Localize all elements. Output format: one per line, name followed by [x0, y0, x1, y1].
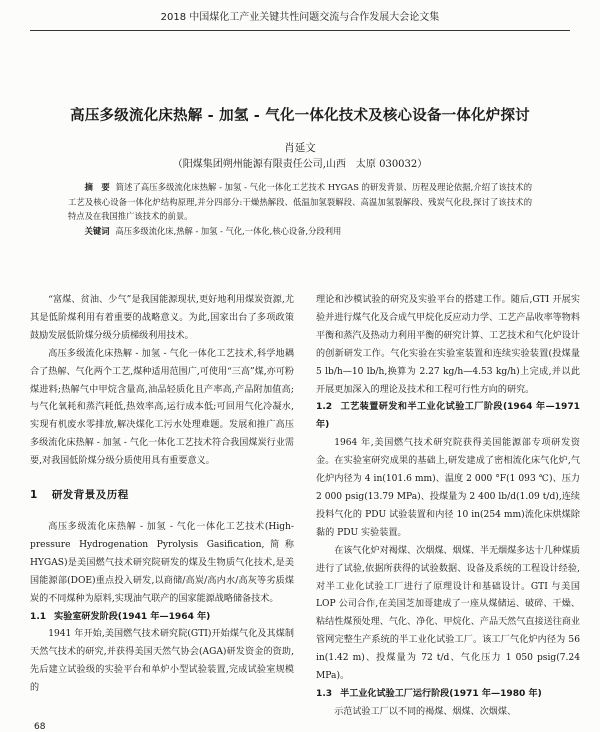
- page-number: 68: [34, 722, 46, 732]
- abstract-block: [68, 180, 532, 238]
- paper-title: 高压多级流化床热解 - 加氢 - 气化一体化技术及核心设备一体化炉探讨: [70, 108, 530, 124]
- running-header: 2018 中国煤化工产业关键共性问题交流与合作发展大会论文集: [30, 6, 570, 31]
- subsection-1-1-number: 1.1: [30, 611, 47, 622]
- author-affiliation: （阳煤集团朔州能源有限责任公司,山西 太原 030032）: [172, 159, 428, 170]
- abstract-paragraph: [68, 180, 532, 224]
- subsection-1-2-heading: [316, 399, 580, 435]
- subsection-1-3-number: 1.3: [316, 688, 333, 699]
- subsection-1-3-heading: [316, 686, 580, 704]
- subsection-1-1-heading: [30, 609, 294, 627]
- left-column: [30, 292, 294, 698]
- right-column: [316, 292, 580, 722]
- subsection-1-2-paragraph-2: 在该气化炉对褐煤、次烟煤、烟煤、半无烟煤多达十几种煤质进行了试验,依据所获得的试验数据、设备及系统的工程设计经验,对半工业化试验工厂进行了原理设计和基础设计。GTI 与美国 LOP 公司合作,在美国芝加哥建成了一座从煤储运、破碎、干燥、粘结性煤预处理、气化、净化、甲烷化、产品天然气直接送往商业管网完整生产系统的半工业化试验工厂。该工厂气化炉内径为 56 in(1.42 m)、投煤量为 72 t/d、气化压力 1 050 psig(7.24 MPa)。: [316, 545, 580, 682]
- subsection-1-2-paragraph-1: 1964 年,美国燃气技术研究院获得美国能源部专项研发资金。在实验室研究成果的基础上,研发建成了密相流化床气化炉,气化炉内径为 4 in(101.6 mm)、温度 2 000 °F(1 093 ℃)、压力 2 000 psig(13.79 MPa)、投煤量为 2 400 lb/d(1.09 t/d),连续投料气化的 PDU 试验装置和内径 10 in(254 mm)流化床烘煤除黏的 PDU 实验装置。: [316, 438, 580, 538]
- intro-paragraph-2: 高压多级流化床热解 - 加氢 - 气化一体化工艺技术,科学地耦合了热解、气化两个工艺,煤种适用范围广,可使用“三高”煤,亦可粉煤进料;热解气中甲烷含量高,油品轻质化且产率高,产品附加值高;与气化氧耗和蒸汽耗低,热效率高,运行成本低;可回用气化冷凝水,实现有机废水零排放,解决煤化工污水处理难题。发展和推广高压多级流化床热解 - 加氢 - 气化一体化工艺技术符合我国煤炭行业需要,对我国低阶煤分级分质使用具有重要意义。: [30, 348, 294, 467]
- section-1-number: 1: [30, 489, 38, 502]
- subsection-1-1-paragraph: 1941 年开始,美国燃气技术研究院(GTI)开始煤气化及其煤制天然气技术的研究,并获得美国天然气协会(AGA)研发资金的资助,先后建立试验级的实验平台和单炉小型试验装置,完成试验室规模的: [30, 629, 294, 694]
- section-1-paragraph: 高压多级流化床热解 - 加氢 - 气化一体化工艺技术(High-pressure Hydrogenation Pyrolysis Gasification,简称 HYGAS)是美国燃气技术研究院研发的煤及生物质气化技术,是美国能源部(DOE)重点投入研发,以商储/高炭/高内水/高灰等劣质煤炭的不同煤种为原料,实现油气联产的国家能源战略储备技术。: [30, 521, 294, 604]
- abstract-label: 摘 要: [84, 182, 110, 192]
- subsection-1-3-paragraph: 示范试验工厂以不同的褐煤、烟煤、次烟煤、: [334, 706, 517, 717]
- author-name: 肖延文: [284, 142, 316, 154]
- keywords-label: 关键词: [84, 225, 110, 236]
- intro-paragraph-1: “富煤、贫油、少气”是我国能源现状,更好地利用煤炭资源,尤其是低阶煤利用有着重要的战略意义。为此,国家出台了多项政策鼓励发展低阶煤分级分质梯级利用技术。: [30, 295, 294, 341]
- abstract-text: 简述了高压多级流化床热解 - 加氢 - 气化一体化工艺技术 HYGAS 的研发背景、历程及理论依据,介绍了该技术的工艺及核心设备一体化炉结构原理,并分四部分:干燥热解段、低温加氢裂解段、高温加氢裂解段、残炭气化段,探讨了该技术的特点及在我国推广该技术的前景。: [68, 182, 532, 221]
- subsection-1-1-title: 实验室研发阶段(1941 年—1964 年): [54, 611, 211, 622]
- subsection-1-2-number: 1.2: [316, 402, 333, 413]
- continued-paragraph: 理论和沙模试验的研究及实验平台的搭建工作。随后,GTI 开展实验并进行煤气化及合成气甲烷化反应动力学、工艺产品收率等物料平衡和蒸汽及热动力利用平衡的研究计算、工艺技术和气化炉设计的创新研发工作。气化实验在实验室装置和连续实验装置(投煤量 5 lb/h—10 lb/h,换算为 2.27 kg/h—4.53 kg/h)上完成,并以此开展更加深入的理论及技术和工程可行性方向的研究。: [316, 295, 580, 395]
- keywords-paragraph: [68, 224, 532, 239]
- subsection-1-2-title: 工艺装置研发和半工业化试验工厂阶段(1964 年—1971 年): [316, 402, 580, 431]
- section-1-heading: [30, 487, 294, 505]
- keywords-text: 高压多级流化床,热解 - 加氢 - 气化,一体化,核心设备,分段利用: [115, 225, 342, 236]
- subsection-1-3-title: 半工业化试验工厂运行阶段(1971 年—1980 年): [340, 688, 542, 699]
- section-1-title: 研发背景及历程: [51, 489, 129, 502]
